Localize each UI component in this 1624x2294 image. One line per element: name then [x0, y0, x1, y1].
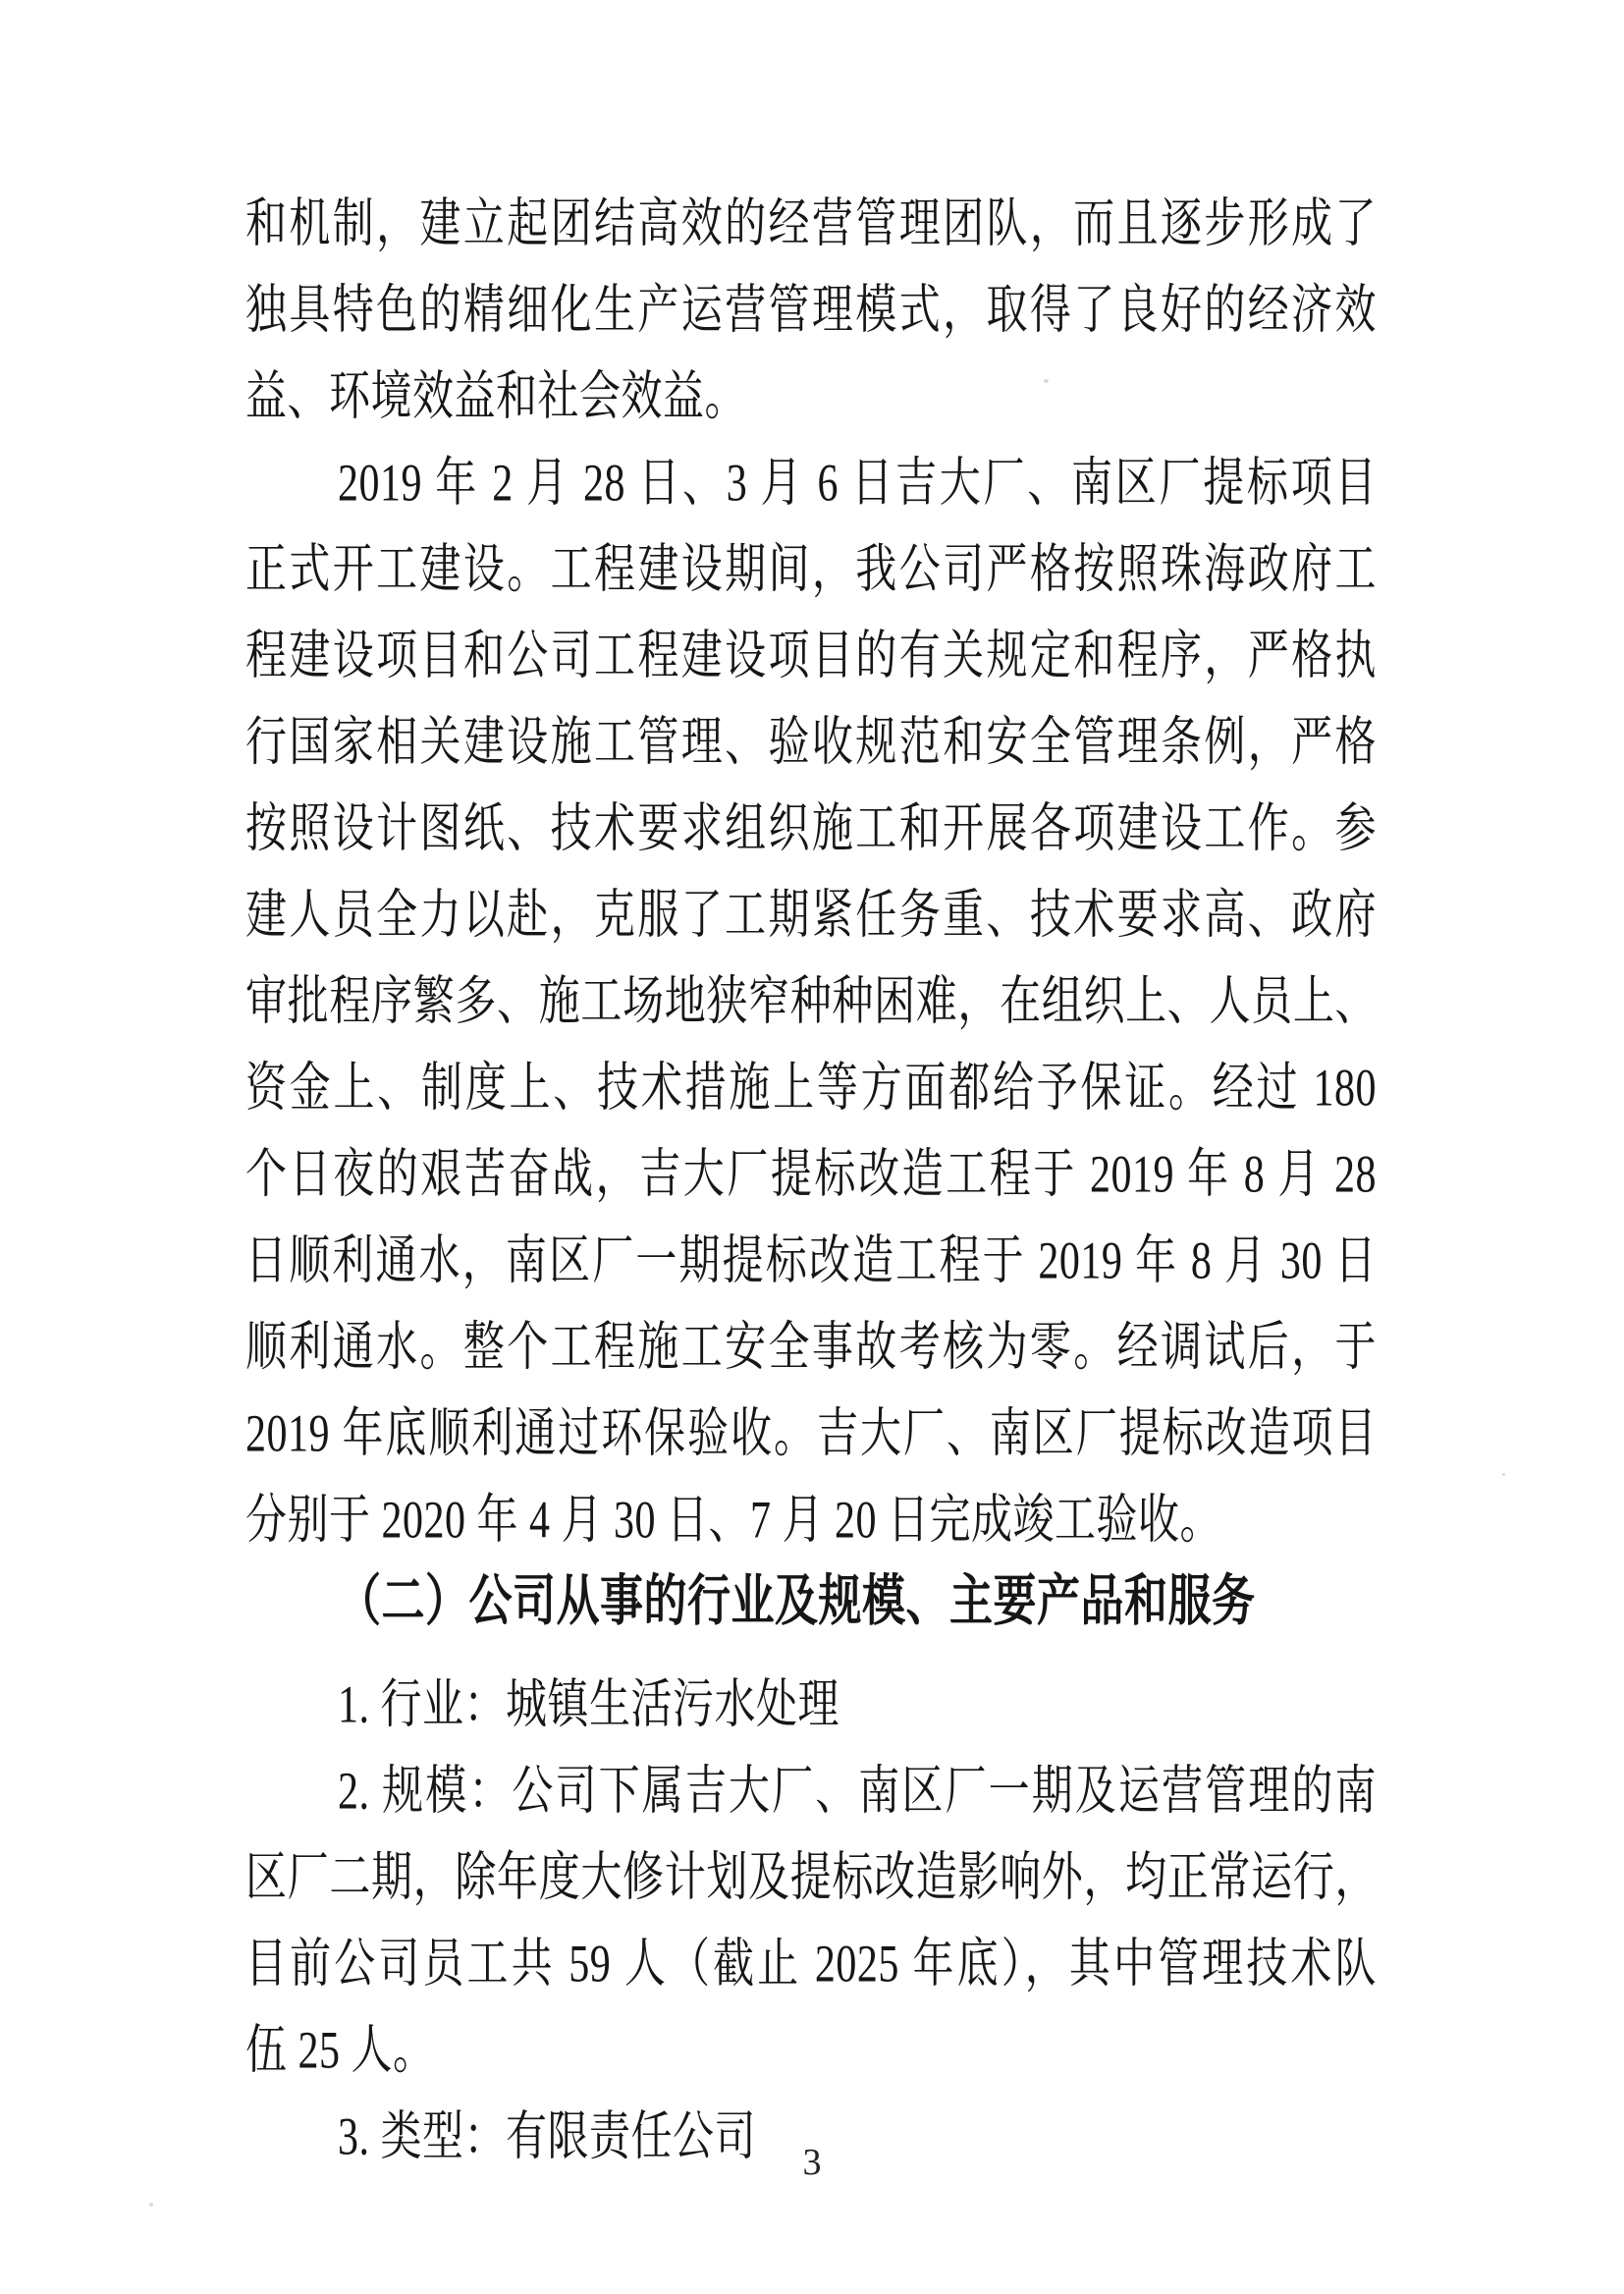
text-line: 行国家相关建设施工管理、验收规范和安全管理条例，严格: [245, 714, 1377, 773]
text-line: 资金上、制度上、技术措施上等方面都给予保证。经过 180: [245, 1060, 1377, 1119]
document-body: [245, 182, 1377, 2181]
text-line: 顺利通水。整个工程施工安全事故考核为零。经调试后，于: [245, 1319, 1377, 1378]
text-line: 日顺利通水，南区厂一期提标改造工程于 2019 年 8 月 30 日: [245, 1232, 1377, 1291]
text-line: 按照设计图纸、技术要求组织施工和开展各项建设工作。参: [245, 800, 1377, 859]
text-line: 伍 25 人。: [245, 2022, 435, 2081]
scan-speckle: [1044, 379, 1049, 383]
text-line: 和机制，建立起团结高效的经营管理团队，而且逐步形成了: [245, 195, 1377, 254]
text-line: 建人员全力以赴，克服了工期紧任务重、技术要求高、政府: [245, 887, 1377, 946]
text-line: 正式开工建设。工程建设期间，我公司严格按照珠海政府工: [245, 541, 1377, 600]
list-item-scale: 2. 规模：公司下属吉大厂、南区厂一期及运营管理的南: [338, 1763, 1377, 1822]
text-line: 区厂二期，除年度大修计划及提标改造影响外，均正常运行，: [245, 1849, 1377, 1908]
page-number: 3: [802, 2142, 822, 2183]
text-line: 独具特色的精细化生产运营管理模式，取得了良好的经济效: [245, 282, 1377, 341]
text-line: 益、环境效益和社会效益。: [245, 368, 747, 427]
list-item-industry: 1. 行业：城镇生活污水处理: [338, 1676, 840, 1735]
scan-speckle: [1502, 1473, 1505, 1476]
text-line: 分别于 2020 年 4 月 30 日、7 月 20 日完成竣工验收。: [245, 1492, 1222, 1551]
scan-speckle: [149, 2203, 153, 2207]
text-line: 目前公司员工共 59 人（截止 2025 年底），其中管理技术队: [245, 1936, 1377, 1994]
text-line: 审批程序繁多、施工场地狭窄种种困难，在组织上、人员上、: [245, 973, 1377, 1032]
list-item-type: 3. 类型：有限责任公司: [338, 2108, 757, 2167]
section-heading: （二）公司从事的行业及规模、主要产品和服务: [338, 1570, 1256, 1632]
text-line: 2019 年 2 月 28 日、3 月 6 日吉大厂、南区厂提标项目: [338, 455, 1377, 514]
text-line: 个日夜的艰苦奋战，吉大厂提标改造工程于 2019 年 8 月 28: [245, 1146, 1377, 1205]
text-line: 程建设项目和公司工程建设项目的有关规定和程序，严格执: [245, 628, 1377, 686]
text-line: 2019 年底顺利通过环保验收。吉大厂、南区厂提标改造项目: [245, 1405, 1377, 1464]
